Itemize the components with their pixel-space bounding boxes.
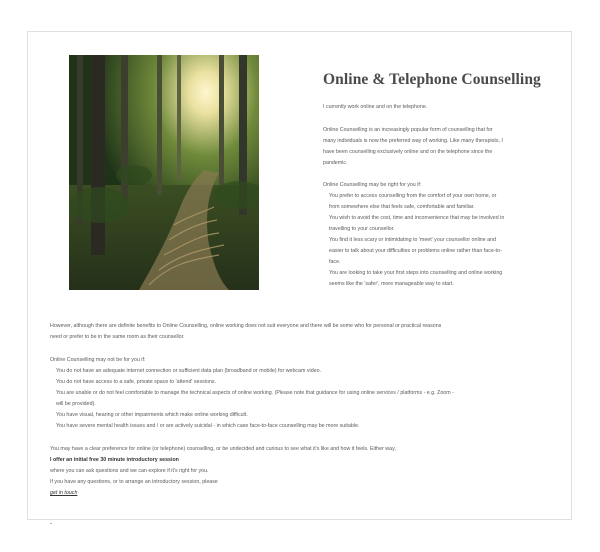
footer-divider xyxy=(50,523,52,524)
list-item: You have severe mental health issues and / or are actively suicidal - in which case face-to-face counselling may be more suitable. xyxy=(56,423,360,429)
right-for-you-list xyxy=(323,180,504,290)
intro-text: I currently work online and on the telephone. xyxy=(323,104,428,110)
list-item: You have visual, hearing or other impairments which make online working difficult. xyxy=(56,412,248,418)
list-item: travelling to your counsellor. xyxy=(329,226,395,232)
list-item: will be provided). xyxy=(56,401,96,407)
list-item: You prefer to access counselling from the comfort of your own home, or xyxy=(329,193,497,199)
list-item: seems like the 'safer', more manageable way to start. xyxy=(329,281,454,287)
list-item: You do not have access to a safe, private space to 'attend' sessions. xyxy=(56,379,216,385)
free-session-offer: I offer an initial free 30 minute introductory session xyxy=(50,457,179,463)
forest-path-photo xyxy=(69,55,259,290)
list-item: You wish to avoid the cost, time and inconvenience that may be involved in xyxy=(329,215,505,221)
get-in-touch-link[interactable]: get in touch xyxy=(50,490,78,496)
list-item: You are looking to take your first steps into counselling and online working xyxy=(329,270,503,276)
list-item: easier to talk about your difficulties or problems online rather than face-to- xyxy=(329,248,502,254)
list-heading: Online Counselling may not be for you if: xyxy=(50,357,146,363)
list-item: You do not have an adequate internet connection or sufficient data plan (broadband or mobile) for webcam video. xyxy=(56,368,322,374)
list-item: You find it less scary or intimidating to 'meet' your counsellor online and xyxy=(329,237,497,243)
not-for-you-list xyxy=(50,355,454,432)
para-online-counselling: Online Counselling is an increasingly popular form of counselling that for many individuals is now the preferred way of working. Like many therapists, I have been counselling exclusively online and on the telephone since the pandemic. xyxy=(323,127,503,166)
closing-line: You may have a clear preference for online (or telephone) counselling, or be undecided and curious to see what it's like and how it feels. Either way, xyxy=(50,446,396,452)
closing-line: If you have any questions, or to arrange an introductory session, please xyxy=(50,479,218,485)
closing-paragraph xyxy=(50,444,396,499)
list-item: face. xyxy=(329,259,341,265)
however-paragraph: However, although there are definite benefits to Online Counselling, online working does not suit everyone and there will be some who for personal or practical reasons need or prefer to be in the same room as their counsellor. xyxy=(50,323,442,340)
closing-line: where you can ask questions and we can explore if it's right for you. xyxy=(50,468,209,474)
list-heading: Online Counselling may be right for you if: xyxy=(323,182,422,188)
list-item: You are unable or do not feel comfortable to manage the technical aspects of online working. (Please note that guidance for using online services / platforms - e.g. Zoom - xyxy=(56,390,454,396)
list-item: from somewhere else that feels safe, comfortable and familiar. xyxy=(329,204,475,210)
page-title: Online & Telephone Counselling xyxy=(323,71,541,88)
